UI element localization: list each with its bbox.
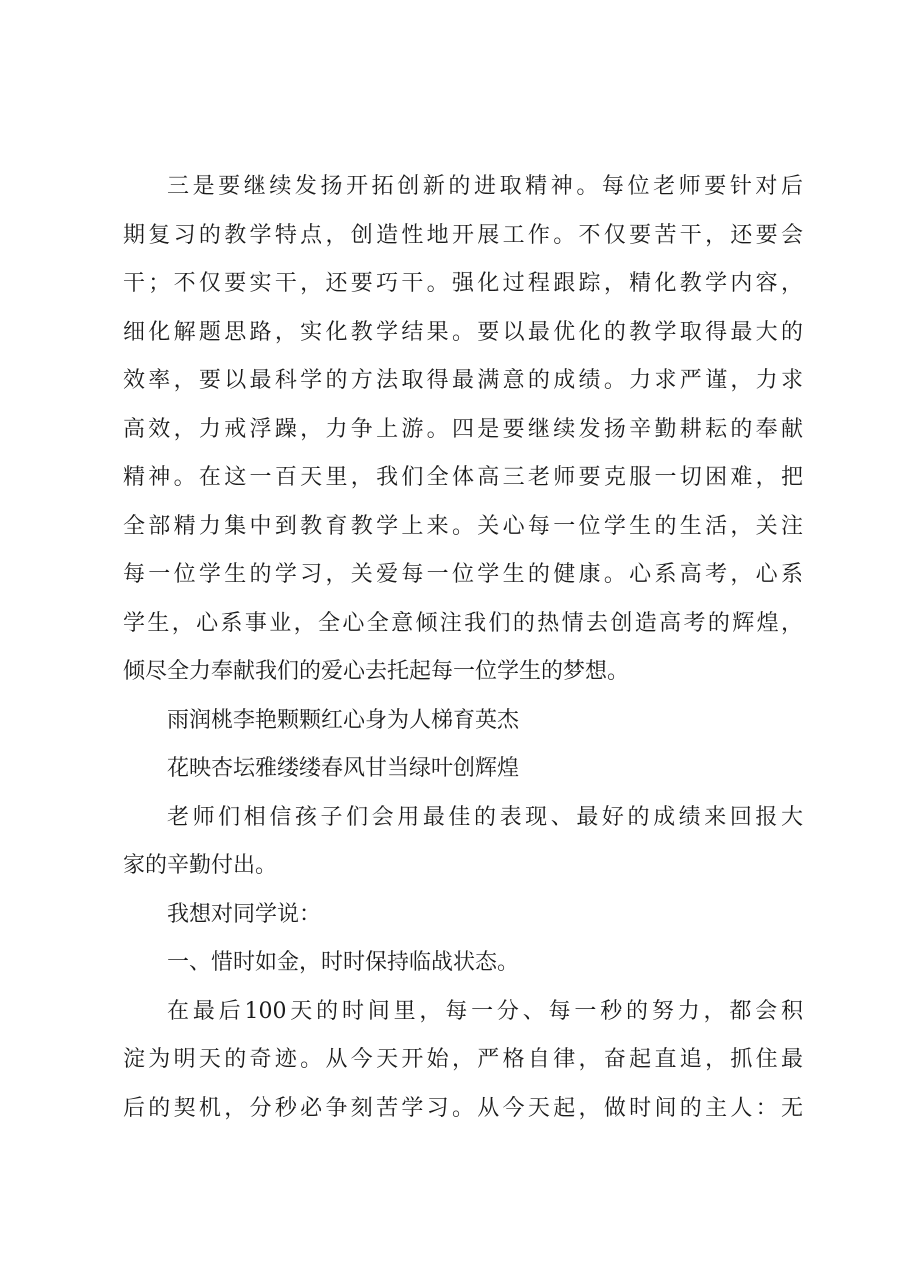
text-line: 家的辛勤付出。 [123, 853, 278, 878]
text-line: 全部精力集中到教育教学上来。关心每一位学生的生活，关注 [123, 513, 803, 539]
text-line: 细化解题思路，实化教学结果。要以最优化的教学取得最大的 [123, 319, 803, 345]
text-line: 三是要继续发扬开拓创新的进取精神。每位老师要针对后 [167, 174, 803, 199]
paragraph-last-100-days [123, 988, 803, 1134]
text-line: 在最后100天的时间里，每一分、每一秒的努力，都会积 [167, 998, 803, 1024]
text-line: 高效，力戒浮躁，力争上游。四是要继续发扬辛勤耕耘的奉献 [123, 416, 803, 442]
paragraph-heading-one [123, 939, 803, 988]
text-line: 我想对同学说： [167, 901, 322, 927]
text-line: 效率，要以最科学的方法取得最满意的成绩。力求严谨，力求 [123, 368, 803, 393]
text-line: 倾尽全力奉献我们的爱心去托起每一位学生的梦想。 [123, 659, 630, 684]
paragraph-couplet-first [123, 697, 803, 746]
paragraph-teacher-spirit [123, 163, 803, 697]
document-body [123, 163, 803, 1133]
text-line: 后的契机，分秒必争刻苦学习。从今天起，做时间的主人：无 [123, 1095, 803, 1121]
text-line: 每一位学生的学习，关爱每一位学生的健康。心系高考，心系 [123, 562, 803, 587]
text-line: 一、惜时如金，时时保持临战状态。 [167, 950, 520, 975]
text-line: 淀为明天的奇迹。从今天开始，严格自律，奋起直追，抓住最 [123, 1047, 803, 1072]
paragraph-couplet-second [123, 745, 803, 794]
text-line: 精神。在这一百天里，我们全体高三老师要克服一切困难，把 [123, 465, 803, 490]
paragraph-teachers-believe [123, 794, 803, 891]
paragraph-to-students [123, 891, 803, 940]
text-line: 花映杏坛雅缕缕春风甘当绿叶创辉煌 [167, 756, 520, 781]
text-line: 雨润桃李艳颗颗红心身为人梯育英杰 [167, 707, 520, 733]
text-line: 学生，心系事业，全心全意倾注我们的热情去创造高考的辉煌， [123, 610, 803, 636]
text-line: 期复习的教学特点，创造性地开展工作。不仅要苦干，还要会 [123, 222, 803, 248]
text-line: 老师们相信孩子们会用最佳的表现、最好的成绩来回报大 [167, 804, 803, 830]
text-line: 干；不仅要实干，还要巧干。强化过程跟踪，精化教学内容， [123, 271, 803, 296]
